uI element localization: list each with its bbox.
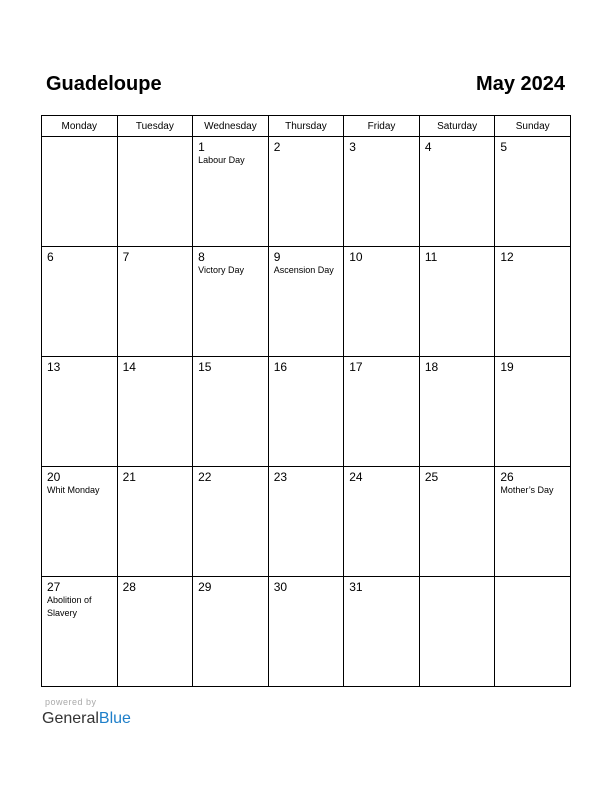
weekday-header-row [42, 116, 571, 137]
weekday-header: Thursday [268, 116, 344, 137]
day-cell [495, 247, 571, 357]
day-number: 4 [424, 140, 432, 154]
week-row [42, 247, 571, 357]
day-number: 8 [198, 250, 205, 264]
weekday-header: Sunday [495, 116, 571, 137]
day-cell [193, 247, 269, 357]
day-cell [42, 467, 118, 577]
week-row [42, 467, 571, 577]
day-cell [117, 467, 193, 577]
day-number [42, 137, 117, 141]
holiday-label: Victory Day [198, 265, 244, 275]
day-cell [42, 247, 118, 357]
day-number: 3 [349, 140, 356, 154]
day-number: 11 [424, 250, 438, 264]
day-number: 16 [273, 360, 288, 374]
day-cell [268, 137, 344, 247]
day-number: 5 [500, 140, 508, 154]
holiday-label: Mother’s Day [500, 485, 554, 495]
footer-branding [42, 697, 131, 729]
month-title: May 2024 [476, 73, 565, 95]
brand-blue-text: Blue [98, 710, 131, 727]
week-row [42, 137, 571, 247]
holiday-label: Labour Day [198, 155, 245, 165]
day-number: 18 [424, 360, 439, 374]
day-cell [268, 577, 344, 687]
day-number: 17 [349, 360, 363, 374]
day-number: 21 [122, 470, 136, 484]
day-number: 20 [47, 470, 61, 484]
day-cell [344, 467, 420, 577]
day-cell [419, 577, 495, 687]
day-number: 2 [273, 140, 281, 154]
day-number: 26 [500, 470, 514, 484]
holiday-label: Ascension Day [273, 265, 334, 275]
day-cell [268, 247, 344, 357]
day-cell [344, 247, 420, 357]
holiday-label: Abolition of Slavery [47, 595, 92, 618]
holiday-label: Whit Monday [47, 485, 100, 495]
weekday-header: Saturday [419, 116, 495, 137]
day-number: 23 [273, 470, 288, 484]
day-number: 28 [122, 580, 136, 594]
day-number: 14 [122, 360, 136, 374]
week-row [42, 357, 571, 467]
weekday-header: Tuesday [117, 116, 193, 137]
day-cell [117, 577, 193, 687]
day-cell [344, 357, 420, 467]
day-cell [344, 577, 420, 687]
day-number: 9 [273, 250, 281, 264]
weekday-header: Friday [344, 116, 420, 137]
day-cell [419, 467, 495, 577]
day-cell [495, 467, 571, 577]
day-cell [268, 357, 344, 467]
day-number: 1 [198, 140, 205, 154]
day-number: 15 [198, 360, 212, 374]
day-number: 22 [198, 470, 212, 484]
day-cell [419, 137, 495, 247]
day-number [420, 577, 495, 581]
day-cell [42, 357, 118, 467]
day-number: 29 [198, 580, 212, 594]
weekday-header: Wednesday [193, 116, 269, 137]
day-cell [117, 137, 193, 247]
day-cell [495, 357, 571, 467]
day-number: 13 [47, 360, 61, 374]
day-number [495, 577, 570, 581]
week-row [42, 577, 571, 687]
day-number: 24 [349, 470, 363, 484]
day-cell [42, 577, 118, 687]
day-cell [193, 357, 269, 467]
day-number: 30 [273, 580, 288, 594]
generalblue-logo[interactable] [42, 709, 131, 729]
day-number [118, 137, 193, 141]
day-number: 27 [47, 580, 61, 594]
day-cell [495, 137, 571, 247]
brand-general-text: General [42, 710, 99, 727]
day-cell [193, 467, 269, 577]
day-cell [419, 357, 495, 467]
day-cell [117, 247, 193, 357]
day-number: 6 [47, 250, 54, 264]
powered-by-label: powered by [45, 697, 97, 707]
day-cell [268, 467, 344, 577]
day-number: 10 [349, 250, 363, 264]
day-number: 31 [349, 580, 363, 594]
day-number: 12 [500, 250, 514, 264]
day-cell [117, 357, 193, 467]
day-cell [495, 577, 571, 687]
day-number: 19 [500, 360, 514, 374]
weekday-header: Monday [42, 116, 118, 137]
calendar-grid [41, 115, 571, 687]
region-title: Guadeloupe [46, 73, 162, 95]
day-cell [42, 137, 118, 247]
day-number: 25 [424, 470, 439, 484]
day-cell [193, 577, 269, 687]
calendar-header [46, 72, 565, 98]
day-number: 7 [122, 250, 130, 264]
day-cell [344, 137, 420, 247]
day-cell [193, 137, 269, 247]
day-cell [419, 247, 495, 357]
